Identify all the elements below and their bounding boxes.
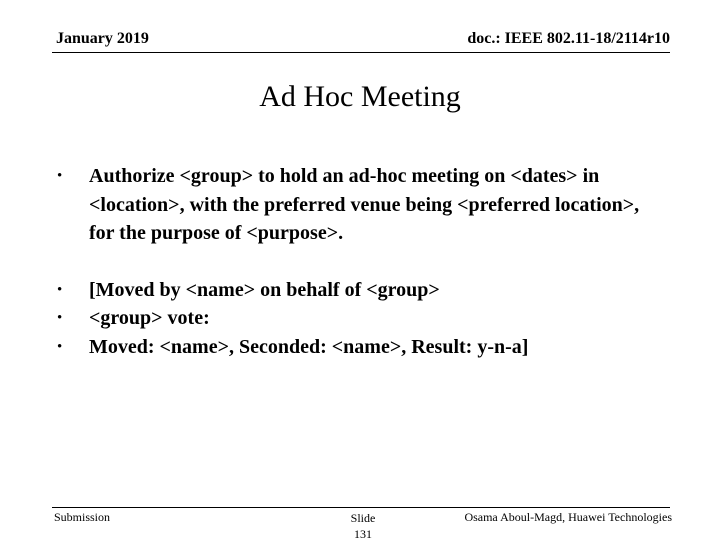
- bullet-item: [56, 333, 656, 362]
- header-date: January 2019: [56, 30, 149, 47]
- bullet-text: [Moved by <name> on behalf of <group>: [89, 278, 440, 301]
- header-divider: [52, 52, 670, 53]
- bullet-item: [56, 276, 656, 305]
- footer-submission: Submission: [54, 510, 111, 524]
- bullet-marker: •: [57, 281, 63, 298]
- bullet-text: <group> vote:: [89, 307, 210, 329]
- bullet-spacer: [56, 248, 656, 276]
- slide-body: [56, 162, 656, 361]
- bullet-item: [56, 162, 656, 248]
- bullet-text: Authorize <group> to hold an ad-hoc meeting on <dates> in <location>, with the preferred venue being <preferred location>, for the purpose of <purpose>.: [89, 165, 640, 244]
- footer-slide-number: [340, 510, 386, 542]
- footer-slide-value: 131: [354, 527, 372, 541]
- footer-author: Osama Aboul-Magd, Huawei Technologies: [464, 510, 672, 524]
- bullet-item: [56, 304, 656, 333]
- slide-title: Ad Hoc Meeting: [259, 80, 461, 113]
- bullet-text: Moved: <name>, Seconded: <name>, Result: y-n-a]: [89, 335, 529, 358]
- bullet-marker: •: [57, 168, 63, 184]
- footer-divider: [52, 507, 670, 508]
- bullet-marker: •: [57, 338, 63, 355]
- bullet-marker: •: [57, 310, 63, 326]
- footer-slide-label: Slide: [350, 511, 376, 525]
- header-doc-id: doc.: IEEE 802.11-18/2114r10: [467, 30, 670, 47]
